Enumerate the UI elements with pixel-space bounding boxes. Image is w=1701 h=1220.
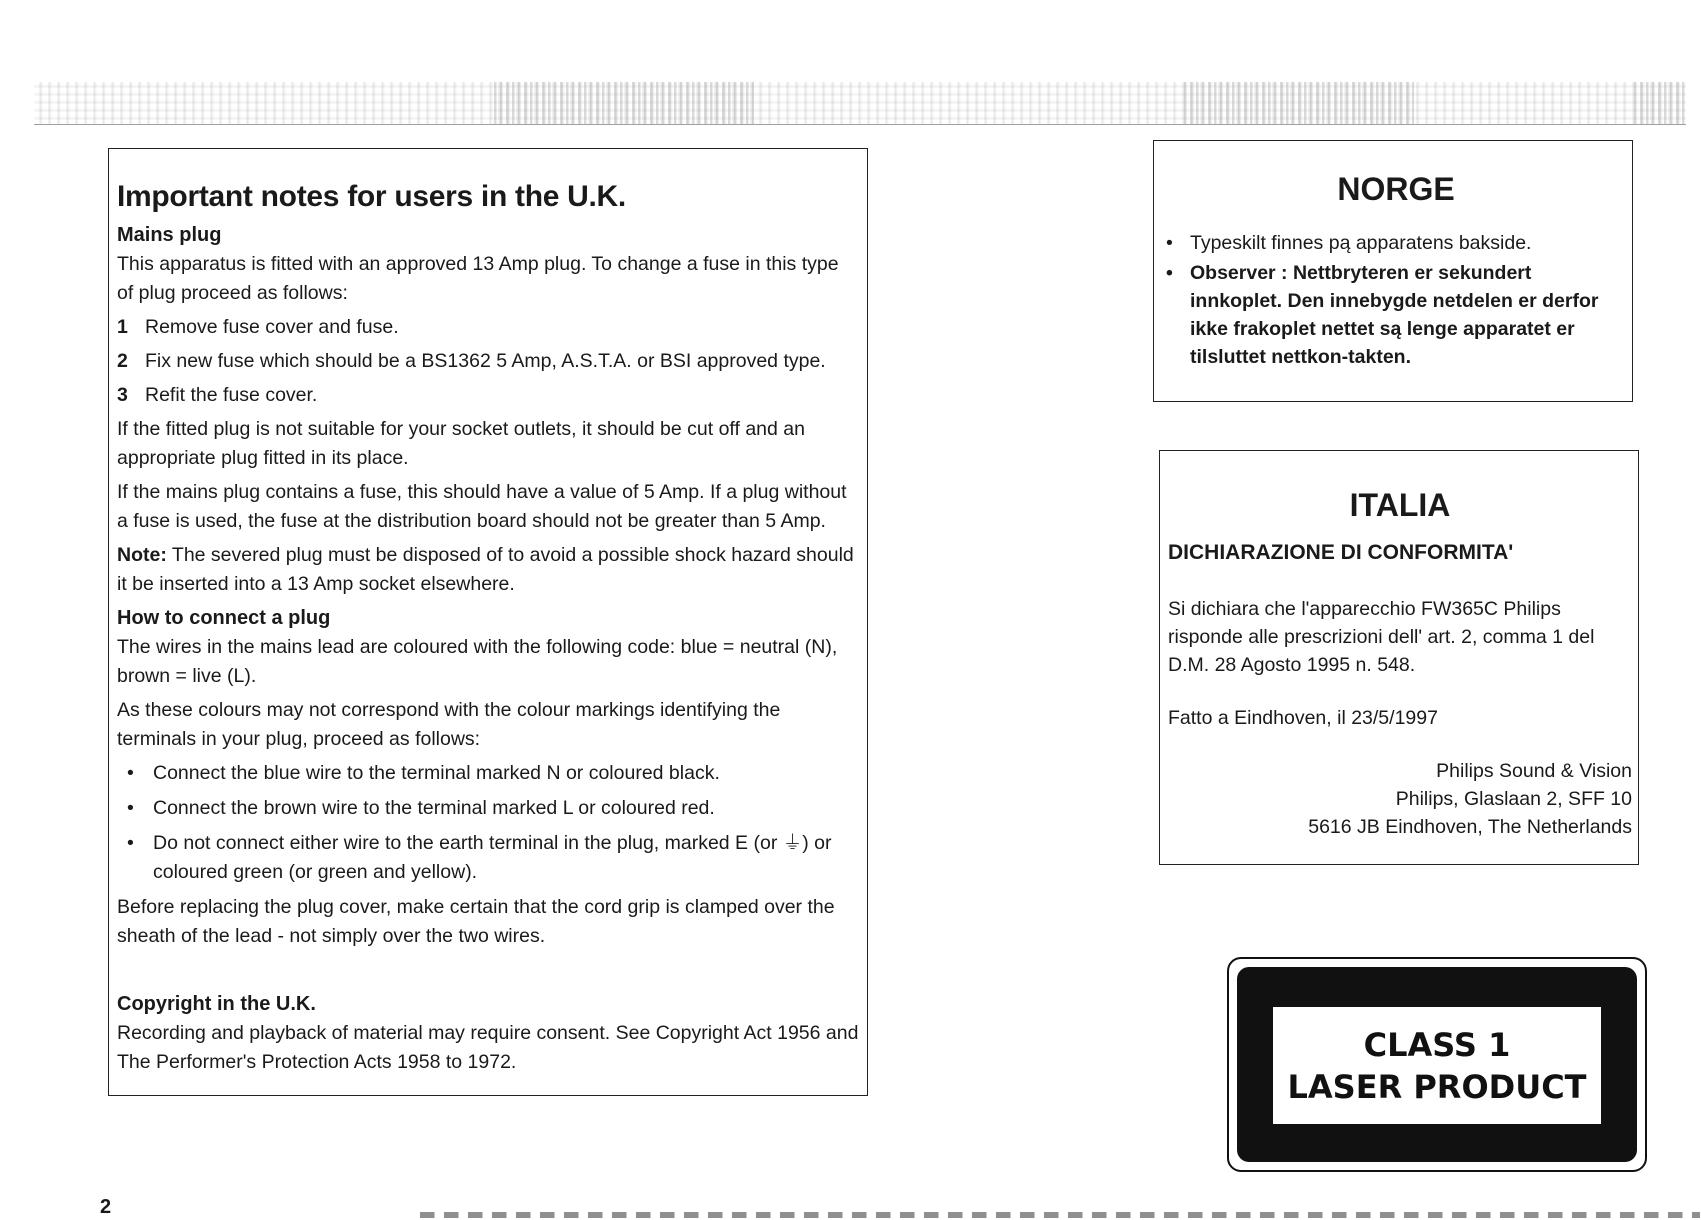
italia-title: ITALIA — [1349, 487, 1451, 523]
bullet-icon: • — [127, 762, 134, 784]
spacer — [117, 956, 859, 990]
bullet-text: Connect the blue wire to the terminal marked N or coloured black. — [153, 762, 720, 784]
bullet-text: Connect the brown wire to the terminal marked L or coloured red. — [153, 797, 715, 819]
step-item — [117, 347, 859, 376]
bullet-text: Do not connect either wire to the earth terminal in the plug, marked E (or ⏚) or coloured green (or green and yellow). — [153, 832, 832, 883]
address-line: Philips, Glaslaan 2, SFF 10 — [1395, 788, 1632, 810]
laser-label-text-area — [1273, 1007, 1601, 1124]
bullet-icon: • — [127, 797, 134, 819]
copyright-paragraph: Recording and playback of material may require consent. See Copyright Act 1956 and The Performer's Protection Acts 1958 to 1972. — [117, 1022, 859, 1073]
step-item — [117, 381, 859, 410]
cord-grip-paragraph: Before replacing the plug cover, make certain that the cord grip is clamped over the sheath of the lead - not simply over the two wires. — [117, 896, 835, 947]
colour-markings-paragraph: As these colours may not correspond with the colour markings identifying the terminals in your plug, proceed as follows: — [117, 699, 781, 750]
laser-product-label — [1227, 957, 1647, 1172]
bullet-item — [127, 759, 859, 788]
norge-bullet-text: Typeskilt finnes pą apparatens bakside. — [1190, 232, 1532, 254]
declaration-paragraph: Si dichiara che l'apparecchio FW365C Philips risponde alle prescrizioni dell' art. 2, comma 1 del D.M. 28 Agosto 1995 n. 548. — [1168, 598, 1595, 676]
scan-noise-dense — [1184, 82, 1414, 124]
bullet-icon: • — [127, 832, 134, 854]
step-number: 1 — [117, 316, 128, 338]
mains-plug-intro: This apparatus is fitted with an approved 13 Amp plug. To change a fuse in this type of plug proceed as follows: — [117, 253, 839, 304]
uk-notes-box — [108, 148, 868, 1096]
laser-label-frame — [1237, 967, 1637, 1162]
step-number: 2 — [117, 350, 128, 372]
step-text: Fix new fuse which should be a BS1362 5 Amp, A.S.T.A. or BSI approved type. — [145, 350, 826, 372]
plug-not-suitable-paragraph: If the fitted plug is not suitable for your socket outlets, it should be cut off and an appropriate plug fitted in its place. — [117, 418, 805, 469]
step-text: Remove fuse cover and fuse. — [145, 316, 399, 338]
scan-noise-dense — [1634, 82, 1686, 124]
mains-plug-heading: Mains plug — [117, 224, 222, 246]
uk-notes-title: Important notes for users in the U.K. — [117, 180, 626, 213]
fuse-value-paragraph: If the mains plug contains a fuse, this should have a value of 5 Amp. If a plug without a fuse is used, the fuse at the distribution board should not be greater than 5 Amp. — [117, 481, 847, 532]
norge-box — [1153, 140, 1633, 402]
step-number: 3 — [117, 384, 128, 406]
norge-bullet-text: Observer : Nettbryteren er sekundert innkoplet. Den innebygde netdelen er derfor ikke frakoplet nettet są lenge apparatet er tilsluttet nettkon-takten. — [1190, 262, 1599, 368]
connect-plug-heading: How to connect a plug — [117, 607, 331, 629]
laser-product-text: LASER PRODUCT — [1287, 1067, 1587, 1106]
place-date: Fatto a Eindhoven, il 23/5/1997 — [1168, 707, 1438, 729]
page-number: 2 — [100, 1196, 112, 1218]
italia-box — [1159, 450, 1639, 865]
norge-title: NORGE — [1337, 171, 1455, 207]
scan-footer-band — [420, 1212, 1700, 1218]
italia-subtitle: DICHIARAZIONE DI CONFORMITA' — [1168, 541, 1514, 564]
step-text: Refit the fuse cover. — [145, 384, 318, 406]
note-text: The severed plug must be disposed of to avoid a possible shock hazard should it be inserted into a 13 Amp socket elsewhere. — [117, 544, 854, 595]
laser-class-text: CLASS 1 — [1363, 1025, 1511, 1064]
bullet-icon: • — [1166, 262, 1173, 284]
scan-header-band — [34, 82, 1686, 125]
note-paragraph — [117, 541, 859, 599]
bullet-item — [1166, 229, 1626, 257]
bullet-item — [127, 794, 859, 823]
wire-colours-paragraph: The wires in the mains lead are coloured with the following code: blue = neutral (N), brown = live (L). — [117, 636, 838, 687]
bullet-item — [127, 829, 859, 887]
copyright-heading: Copyright in the U.K. — [117, 993, 316, 1015]
address-line: Philips Sound & Vision — [1436, 760, 1632, 782]
scan-noise-dense — [494, 82, 754, 124]
bullet-item — [1166, 259, 1626, 371]
step-item — [117, 313, 859, 342]
bullet-icon: • — [1166, 232, 1173, 254]
note-label: Note: — [117, 544, 167, 566]
address-line: 5616 JB Eindhoven, The Netherlands — [1308, 816, 1632, 838]
